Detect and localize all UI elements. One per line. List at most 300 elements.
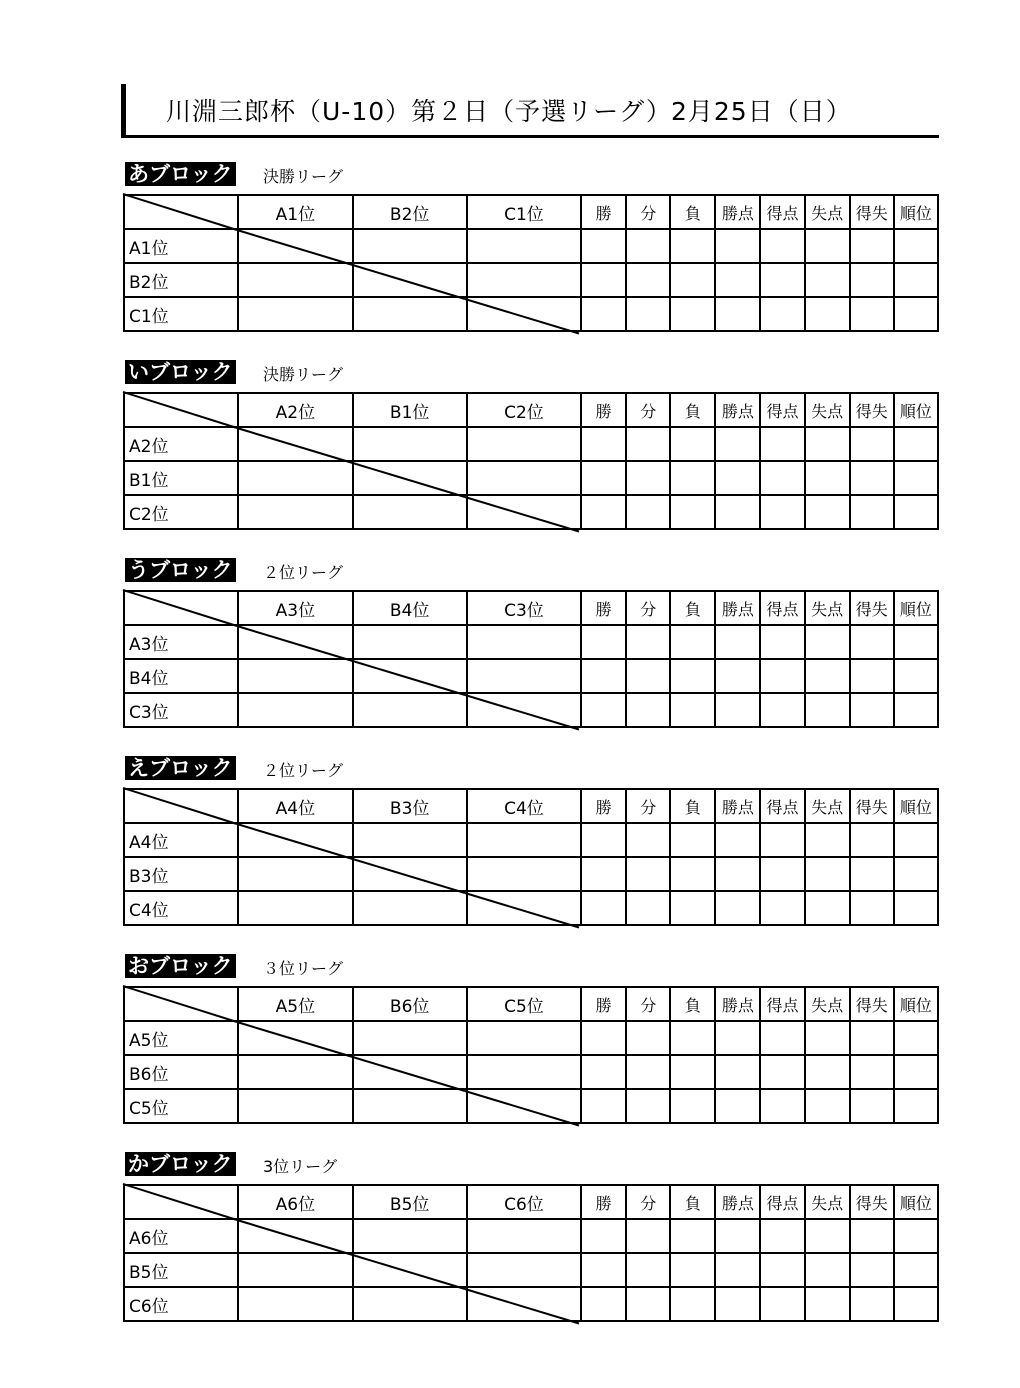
stat-cell — [850, 1021, 894, 1055]
league-block — [123, 756, 939, 931]
stat-column-header: 失点 — [805, 393, 850, 427]
stat-cell — [850, 857, 894, 891]
stat-cell — [670, 297, 715, 331]
team-row-header: B1位 — [124, 461, 238, 495]
stat-cell — [670, 659, 715, 693]
stat-cell — [715, 693, 760, 727]
stat-cell — [805, 1021, 850, 1055]
result-cell — [238, 1287, 352, 1321]
stat-cell — [805, 1089, 850, 1123]
stat-cell — [805, 1287, 850, 1321]
result-cell — [467, 495, 581, 529]
stat-column-header: 得点 — [760, 1185, 804, 1219]
team-column-header: A4位 — [238, 789, 352, 823]
stat-cell — [626, 427, 670, 461]
team-row-header: C4位 — [124, 891, 238, 925]
stat-column-header: 得点 — [760, 591, 804, 625]
stat-cell — [626, 1055, 670, 1089]
stat-cell — [805, 1219, 850, 1253]
stat-cell — [850, 297, 894, 331]
result-cell — [353, 495, 467, 529]
result-cell — [238, 659, 352, 693]
result-cell — [353, 823, 467, 857]
page-date: 2月25日（日） — [671, 97, 852, 126]
stat-cell — [670, 693, 715, 727]
result-cell — [467, 1089, 581, 1123]
stat-column-header: 得失 — [850, 195, 894, 229]
team-row-header: A4位 — [124, 823, 238, 857]
team-row-header: C2位 — [124, 495, 238, 529]
result-cell — [353, 1021, 467, 1055]
stat-column-header: 勝点 — [715, 987, 760, 1021]
stat-cell — [715, 857, 760, 891]
stat-cell — [581, 1253, 626, 1287]
table-row — [124, 823, 938, 857]
team-column-header: B6位 — [353, 987, 467, 1021]
block-label: かブロック — [125, 1152, 236, 1176]
block-league-name: ３位リーグ — [263, 959, 344, 978]
stat-column-header: 順位 — [894, 591, 938, 625]
stat-column-header: 順位 — [894, 1185, 938, 1219]
team-column-header: A5位 — [238, 987, 352, 1021]
stat-cell — [760, 1055, 804, 1089]
stat-cell — [626, 263, 670, 297]
stat-cell — [894, 297, 938, 331]
stat-cell — [581, 263, 626, 297]
team-column-header: B2位 — [353, 195, 467, 229]
table-row — [124, 659, 938, 693]
stat-cell — [805, 659, 850, 693]
block-label: うブロック — [125, 558, 236, 582]
result-cell — [467, 891, 581, 925]
stat-cell — [760, 461, 804, 495]
stat-column-header: 得失 — [850, 591, 894, 625]
result-cell — [238, 461, 352, 495]
team-column-header: B1位 — [353, 393, 467, 427]
result-cell — [353, 857, 467, 891]
stat-cell — [581, 693, 626, 727]
stat-column-header: 勝点 — [715, 195, 760, 229]
result-cell — [353, 1287, 467, 1321]
team-row-header: A6位 — [124, 1219, 238, 1253]
stat-cell — [581, 857, 626, 891]
stat-cell — [805, 263, 850, 297]
result-cell — [238, 495, 352, 529]
result-cell — [467, 823, 581, 857]
result-cell — [467, 1055, 581, 1089]
stat-cell — [715, 495, 760, 529]
stat-cell — [626, 461, 670, 495]
league-block — [123, 954, 939, 1129]
table-row — [124, 1219, 938, 1253]
stat-cell — [670, 461, 715, 495]
stat-cell — [850, 693, 894, 727]
corner-cell — [124, 1185, 238, 1219]
stat-cell — [626, 1219, 670, 1253]
stat-cell — [760, 659, 804, 693]
league-block — [123, 162, 939, 337]
stat-cell — [581, 1021, 626, 1055]
table-row — [124, 693, 938, 727]
table-header-row — [124, 393, 938, 427]
result-cell — [353, 427, 467, 461]
stat-cell — [760, 495, 804, 529]
team-row-header: B3位 — [124, 857, 238, 891]
result-cell — [238, 229, 352, 263]
stat-cell — [760, 891, 804, 925]
stat-column-header: 分 — [626, 789, 670, 823]
stat-cell — [850, 1253, 894, 1287]
stat-cell — [715, 1219, 760, 1253]
stat-column-header: 勝 — [581, 195, 626, 229]
result-cell — [353, 1253, 467, 1287]
table-row — [124, 1287, 938, 1321]
table-row — [124, 229, 938, 263]
result-cell — [353, 693, 467, 727]
stat-cell — [715, 1089, 760, 1123]
stat-column-header: 勝点 — [715, 591, 760, 625]
result-cell — [353, 297, 467, 331]
table-row — [124, 263, 938, 297]
result-cell — [238, 823, 352, 857]
stat-cell — [626, 625, 670, 659]
stat-cell — [626, 891, 670, 925]
stat-cell — [715, 263, 760, 297]
team-row-header: C1位 — [124, 297, 238, 331]
league-table — [123, 194, 939, 332]
stat-cell — [581, 823, 626, 857]
stat-cell — [850, 823, 894, 857]
corner-cell — [124, 789, 238, 823]
stat-cell — [715, 891, 760, 925]
result-cell — [467, 427, 581, 461]
table-header-row — [124, 789, 938, 823]
stat-cell — [715, 625, 760, 659]
stat-cell — [670, 427, 715, 461]
stat-cell — [850, 659, 894, 693]
result-cell — [467, 229, 581, 263]
team-column-header: C5位 — [467, 987, 581, 1021]
table-header-row — [124, 987, 938, 1021]
stat-cell — [670, 1219, 715, 1253]
table-header-row — [124, 195, 938, 229]
team-column-header: B5位 — [353, 1185, 467, 1219]
result-cell — [238, 693, 352, 727]
team-row-header: A2位 — [124, 427, 238, 461]
stat-cell — [670, 263, 715, 297]
stat-cell — [626, 1287, 670, 1321]
team-row-header: C5位 — [124, 1089, 238, 1123]
stat-cell — [626, 297, 670, 331]
league-block — [123, 558, 939, 733]
stat-column-header: 得失 — [850, 987, 894, 1021]
stat-cell — [670, 1287, 715, 1321]
result-cell — [467, 263, 581, 297]
stat-cell — [581, 1089, 626, 1123]
stat-column-header: 勝 — [581, 987, 626, 1021]
table-row — [124, 891, 938, 925]
stat-column-header: 勝点 — [715, 789, 760, 823]
stat-cell — [715, 461, 760, 495]
team-column-header: C1位 — [467, 195, 581, 229]
result-cell — [467, 297, 581, 331]
result-cell — [238, 1021, 352, 1055]
team-column-header: A6位 — [238, 1185, 352, 1219]
stat-cell — [850, 229, 894, 263]
table-row — [124, 1089, 938, 1123]
stat-column-header: 失点 — [805, 1185, 850, 1219]
table-header-row — [124, 1185, 938, 1219]
result-cell — [353, 229, 467, 263]
stat-cell — [805, 1253, 850, 1287]
team-row-header: B5位 — [124, 1253, 238, 1287]
team-row-header: B2位 — [124, 263, 238, 297]
block-league-name: ２位リーグ — [263, 563, 344, 582]
stat-cell — [670, 229, 715, 263]
stat-column-header: 分 — [626, 1185, 670, 1219]
stat-column-header: 負 — [670, 789, 715, 823]
stat-cell — [894, 1287, 938, 1321]
stat-cell — [894, 495, 938, 529]
stat-cell — [715, 1021, 760, 1055]
stat-cell — [670, 891, 715, 925]
stat-cell — [850, 461, 894, 495]
stat-cell — [850, 1219, 894, 1253]
stat-cell — [805, 823, 850, 857]
stat-cell — [850, 263, 894, 297]
result-cell — [467, 693, 581, 727]
stat-column-header: 負 — [670, 1185, 715, 1219]
stat-cell — [760, 1287, 804, 1321]
league-table — [123, 1184, 939, 1322]
stat-cell — [581, 659, 626, 693]
corner-cell — [124, 393, 238, 427]
block-league-name: 決勝リーグ — [263, 167, 344, 186]
stat-cell — [760, 857, 804, 891]
result-cell — [353, 461, 467, 495]
team-column-header: B3位 — [353, 789, 467, 823]
stat-cell — [670, 823, 715, 857]
team-row-header: B6位 — [124, 1055, 238, 1089]
stat-cell — [894, 1021, 938, 1055]
result-cell — [467, 857, 581, 891]
stat-cell — [760, 297, 804, 331]
stat-column-header: 得点 — [760, 393, 804, 427]
stat-column-header: 勝点 — [715, 393, 760, 427]
block-league-name: 3位リーグ — [263, 1157, 338, 1176]
stat-column-header: 順位 — [894, 789, 938, 823]
stat-cell — [581, 229, 626, 263]
team-column-header: C2位 — [467, 393, 581, 427]
team-column-header: A1位 — [238, 195, 352, 229]
stat-cell — [805, 891, 850, 925]
stat-cell — [894, 659, 938, 693]
stat-cell — [670, 495, 715, 529]
result-cell — [238, 857, 352, 891]
stat-cell — [894, 461, 938, 495]
stat-column-header: 負 — [670, 987, 715, 1021]
stat-cell — [805, 693, 850, 727]
stat-cell — [850, 1287, 894, 1321]
stat-column-header: 負 — [670, 195, 715, 229]
stat-cell — [670, 857, 715, 891]
stat-cell — [581, 1219, 626, 1253]
stat-cell — [805, 461, 850, 495]
stat-cell — [670, 1021, 715, 1055]
stat-cell — [805, 1055, 850, 1089]
stat-column-header: 得点 — [760, 195, 804, 229]
stat-cell — [760, 229, 804, 263]
stat-cell — [760, 1089, 804, 1123]
team-row-header: A3位 — [124, 625, 238, 659]
stat-cell — [715, 1287, 760, 1321]
result-cell — [238, 263, 352, 297]
stat-cell — [626, 229, 670, 263]
table-row — [124, 461, 938, 495]
table-row — [124, 495, 938, 529]
table-row — [124, 297, 938, 331]
table-row — [124, 1055, 938, 1089]
team-column-header: A3位 — [238, 591, 352, 625]
table-header-row — [124, 591, 938, 625]
stat-cell — [760, 1021, 804, 1055]
stat-column-header: 得失 — [850, 393, 894, 427]
team-row-header: B4位 — [124, 659, 238, 693]
result-cell — [467, 1253, 581, 1287]
stat-cell — [805, 625, 850, 659]
stat-cell — [581, 1055, 626, 1089]
stat-cell — [581, 427, 626, 461]
stat-column-header: 勝 — [581, 1185, 626, 1219]
stat-column-header: 分 — [626, 987, 670, 1021]
block-league-name: ２位リーグ — [263, 761, 344, 780]
team-column-header: A2位 — [238, 393, 352, 427]
block-league-name: 決勝リーグ — [263, 365, 344, 384]
stat-cell — [581, 625, 626, 659]
stat-cell — [581, 891, 626, 925]
team-row-header: C3位 — [124, 693, 238, 727]
team-column-header: B4位 — [353, 591, 467, 625]
corner-cell — [124, 195, 238, 229]
stat-column-header: 勝 — [581, 591, 626, 625]
stat-cell — [850, 427, 894, 461]
result-cell — [238, 297, 352, 331]
stat-cell — [581, 297, 626, 331]
stat-cell — [805, 297, 850, 331]
stat-cell — [626, 659, 670, 693]
table-row — [124, 625, 938, 659]
stat-cell — [760, 1219, 804, 1253]
team-column-header: C4位 — [467, 789, 581, 823]
result-cell — [353, 659, 467, 693]
stat-cell — [626, 1021, 670, 1055]
stat-cell — [894, 693, 938, 727]
result-cell — [238, 1055, 352, 1089]
stat-cell — [894, 625, 938, 659]
stat-cell — [715, 427, 760, 461]
result-cell — [467, 1287, 581, 1321]
stat-cell — [715, 823, 760, 857]
league-table — [123, 986, 939, 1124]
stat-column-header: 分 — [626, 591, 670, 625]
stat-column-header: 失点 — [805, 195, 850, 229]
stat-cell — [715, 659, 760, 693]
page-title: 川淵三郎杯（U-10）第２日（予選リーグ） — [166, 97, 672, 126]
stat-cell — [626, 1089, 670, 1123]
result-cell — [353, 1219, 467, 1253]
league-block — [123, 1152, 939, 1327]
stat-cell — [715, 1055, 760, 1089]
stat-cell — [894, 1253, 938, 1287]
stat-cell — [805, 495, 850, 529]
result-cell — [238, 625, 352, 659]
stat-cell — [715, 297, 760, 331]
block-label: あブロック — [125, 162, 236, 186]
league-block — [123, 360, 939, 535]
stat-cell — [626, 693, 670, 727]
stat-column-header: 失点 — [805, 789, 850, 823]
stat-cell — [626, 1253, 670, 1287]
league-table — [123, 788, 939, 926]
stat-cell — [850, 1089, 894, 1123]
stat-cell — [894, 1055, 938, 1089]
result-cell — [238, 1253, 352, 1287]
stat-column-header: 得点 — [760, 987, 804, 1021]
table-row — [124, 427, 938, 461]
stat-cell — [670, 625, 715, 659]
table-row — [124, 1021, 938, 1055]
result-cell — [467, 1219, 581, 1253]
stat-column-header: 得失 — [850, 1185, 894, 1219]
result-cell — [353, 1089, 467, 1123]
result-cell — [467, 461, 581, 495]
result-cell — [467, 659, 581, 693]
corner-cell — [124, 987, 238, 1021]
stat-column-header: 勝点 — [715, 1185, 760, 1219]
stat-cell — [581, 495, 626, 529]
block-label: えブロック — [125, 756, 236, 780]
result-cell — [238, 1089, 352, 1123]
corner-cell — [124, 591, 238, 625]
stat-cell — [760, 1253, 804, 1287]
result-cell — [467, 625, 581, 659]
stat-cell — [894, 857, 938, 891]
stat-cell — [894, 427, 938, 461]
result-cell — [238, 1219, 352, 1253]
stat-column-header: 分 — [626, 195, 670, 229]
team-row-header: C6位 — [124, 1287, 238, 1321]
stat-column-header: 順位 — [894, 987, 938, 1021]
stat-cell — [670, 1055, 715, 1089]
stat-cell — [670, 1089, 715, 1123]
team-column-header: C3位 — [467, 591, 581, 625]
league-table — [123, 590, 939, 728]
stat-cell — [894, 891, 938, 925]
stat-cell — [670, 1253, 715, 1287]
stat-column-header: 分 — [626, 393, 670, 427]
stat-cell — [850, 1055, 894, 1089]
page-header — [121, 84, 939, 138]
table-row — [124, 1253, 938, 1287]
stat-column-header: 負 — [670, 393, 715, 427]
team-column-header: C6位 — [467, 1185, 581, 1219]
result-cell — [353, 625, 467, 659]
stat-cell — [626, 495, 670, 529]
block-label: いブロック — [125, 360, 236, 384]
stat-cell — [850, 891, 894, 925]
stat-cell — [894, 263, 938, 297]
team-row-header: A5位 — [124, 1021, 238, 1055]
